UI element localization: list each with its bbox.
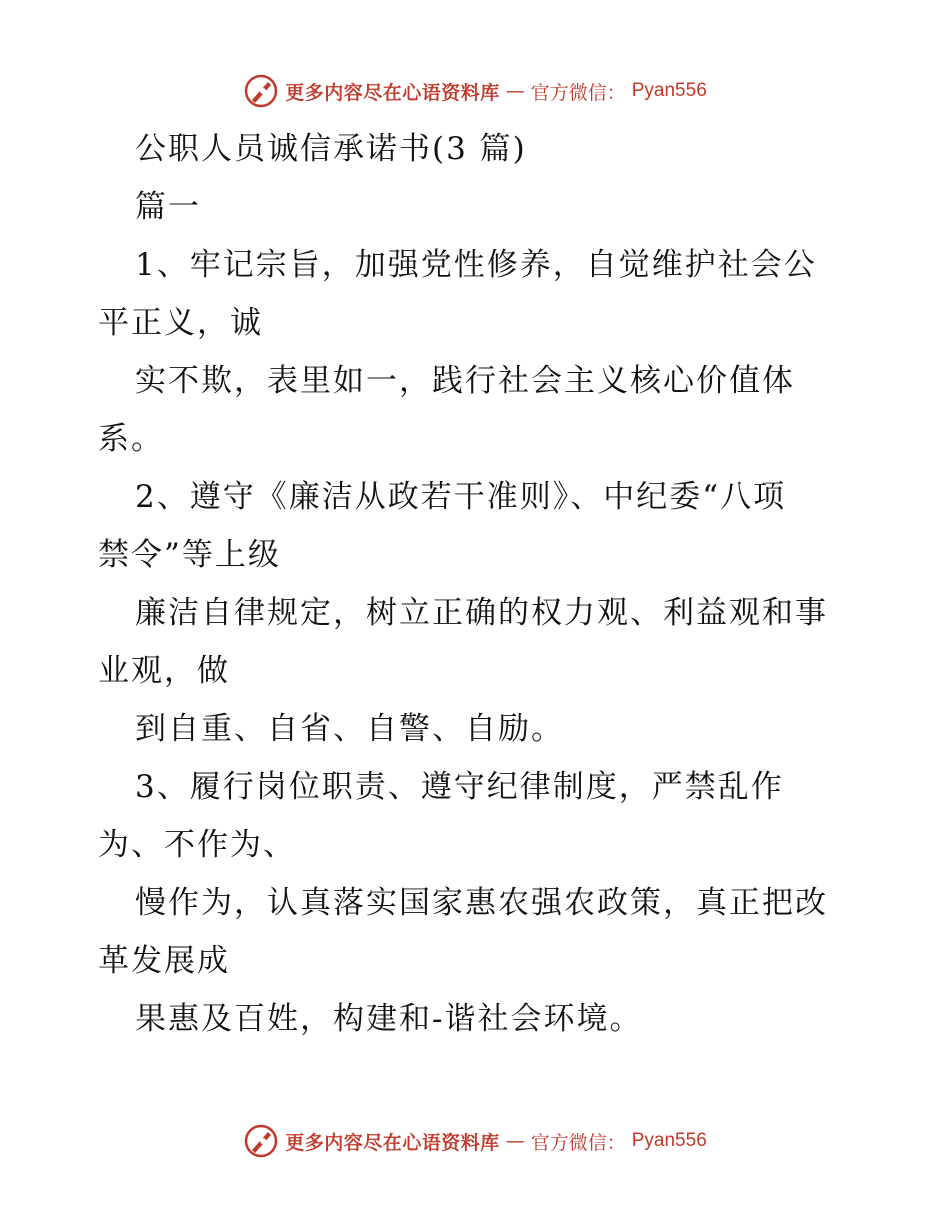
paragraph-line: 禁令”等上级 [98, 537, 281, 573]
paragraph-line: 廉洁自律规定，树立正确的权力观、利益观和事 [135, 595, 828, 631]
banner-brand-text: 更多内容尽在心语资料库 [285, 81, 500, 104]
banner-wechat-label: 官方微信： [530, 81, 626, 104]
paragraph-line: 为、不作为、 [98, 827, 296, 863]
paragraph-line: 系。 [98, 421, 164, 457]
paragraph-line: 3、履行岗位职责、遵守纪律制度，严禁乱作 [135, 769, 784, 805]
paragraph-line: 慢作为，认真落实国家惠农强农政策，真正把改 [135, 885, 828, 921]
paragraph-line: 平正义，诚 [98, 305, 263, 341]
paragraph-line: 业观，做 [98, 653, 230, 689]
banner-separator: — [505, 80, 525, 102]
paragraph-line: 实不欺，表里如一，践行社会主义核心价值体 [135, 363, 795, 399]
banner-wechat-label: 官方微信： [530, 1131, 626, 1154]
banner-separator: — [505, 1130, 525, 1152]
section-heading: 篇一 [135, 189, 201, 225]
document-body [98, 120, 898, 1048]
banner-wechat-id: Pyan556 [631, 1130, 707, 1151]
pen-logo-icon [243, 73, 279, 109]
banner-brand-text: 更多内容尽在心语资料库 [285, 1131, 500, 1154]
pen-logo-icon [243, 1123, 279, 1159]
paragraph-line: 2、遵守《廉洁从政若干准则》、中纪委“八项 [135, 479, 787, 515]
document-title: 公职人员诚信承诺书(3 篇) [135, 131, 527, 167]
footer-banner [0, 1121, 950, 1161]
banner-wechat-id: Pyan556 [631, 80, 707, 101]
header-banner [0, 71, 950, 111]
paragraph-line: 果惠及百姓，构建和-谐社会环境。 [135, 1001, 643, 1037]
paragraph-line: 革发展成 [98, 943, 230, 979]
paragraph-line: 1、牢记宗旨，加强党性修养，自觉维护社会公 [135, 247, 817, 283]
paragraph-line: 到自重、自省、自警、自励。 [135, 711, 564, 747]
